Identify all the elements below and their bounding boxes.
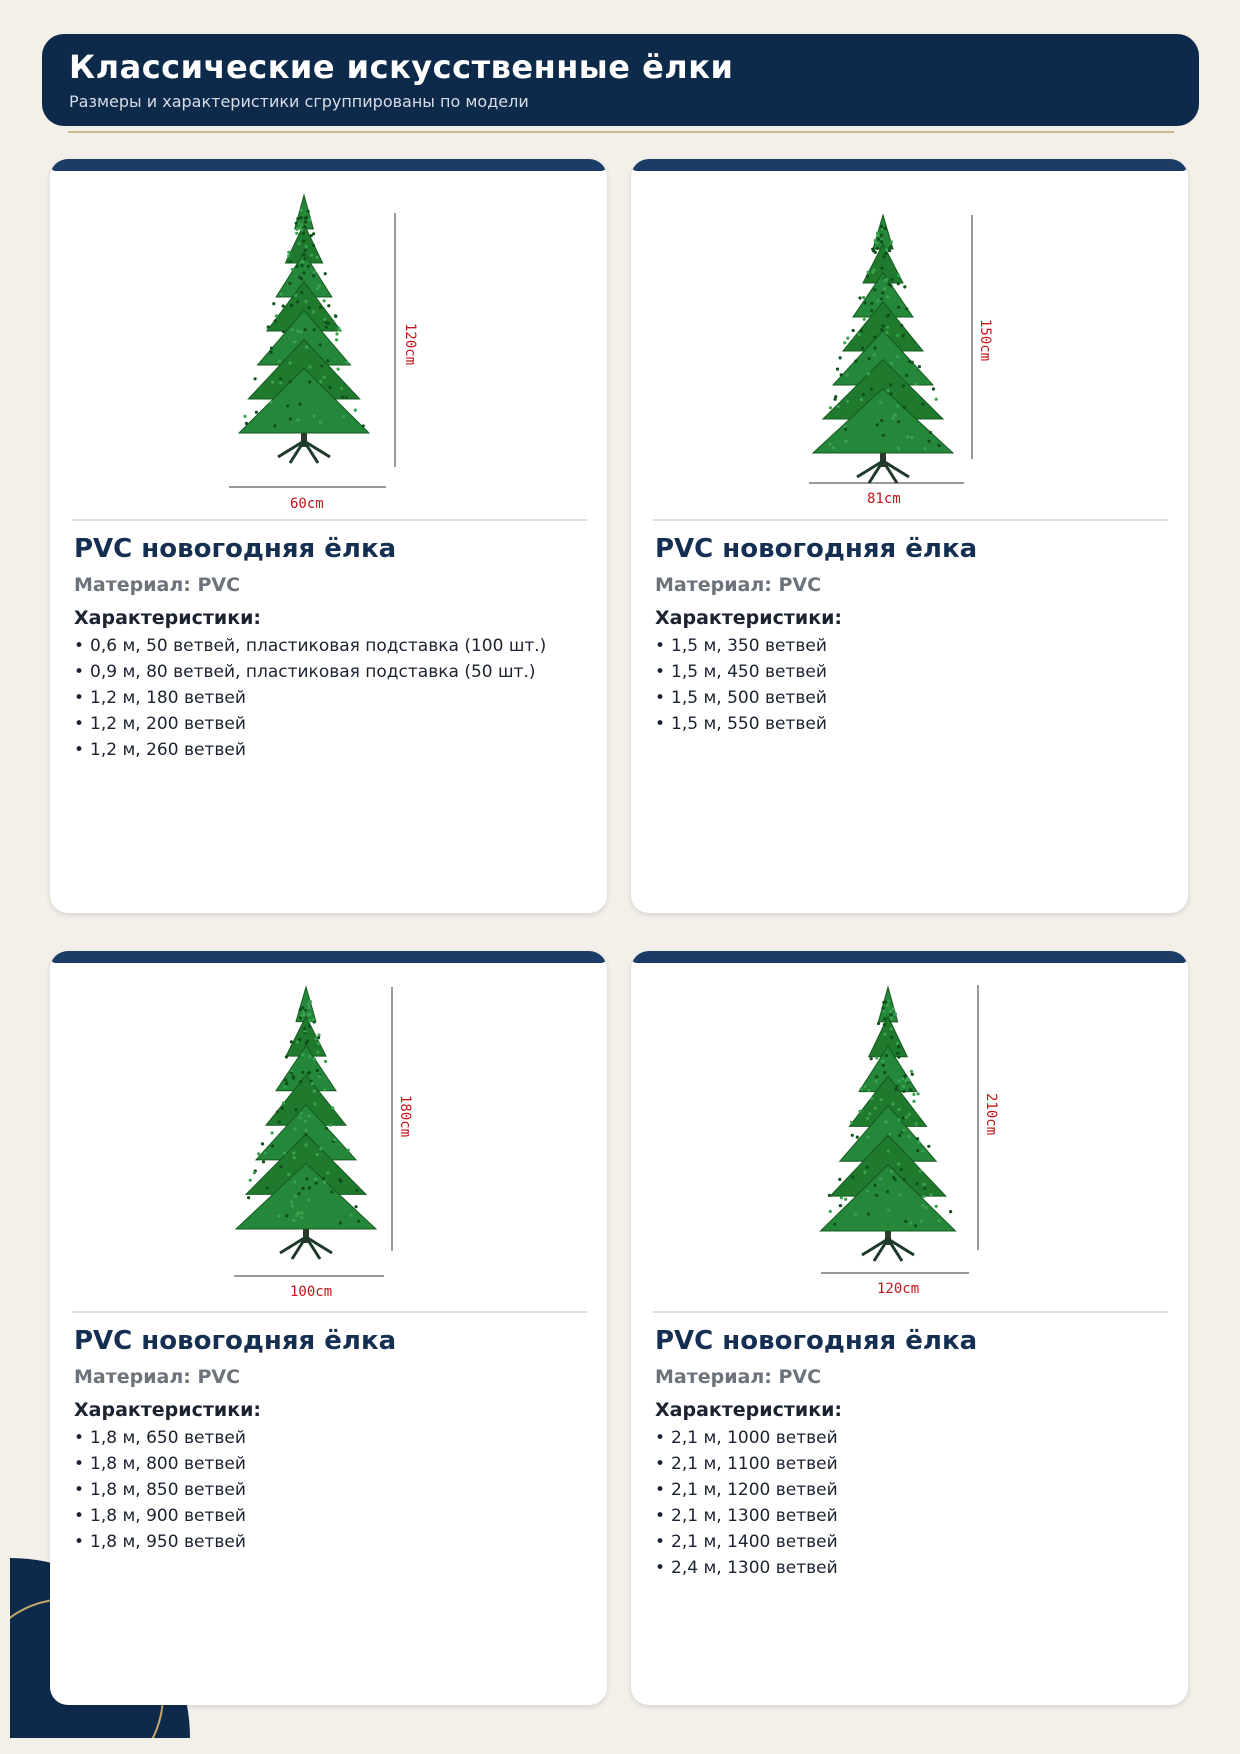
specs-heading: Характеристики: [74,607,261,629]
card-top-bar [50,951,607,963]
tree-image [50,173,607,533]
page-header [42,34,1199,126]
card-divider [72,1311,587,1313]
card-title: PVC новогодняя ёлка [74,1326,397,1356]
product-card [50,159,607,913]
list-item: • 1,5 м, 450 ветвей [655,662,827,682]
list-item: • 2,1 м, 1400 ветвей [655,1532,838,1552]
card-title: PVC новогодняя ёлка [74,534,397,564]
card-material: Материал: PVC [74,574,241,596]
height-dimension-label: 210cm [983,1093,999,1136]
product-card [50,951,607,1705]
card-top-bar [631,159,1188,171]
height-dimension-label: 180cm [397,1095,413,1138]
christmas-tree-icon [236,987,376,1259]
product-card [631,159,1188,913]
specs-list [74,633,546,763]
card-material: Материал: PVC [74,1366,241,1388]
page-subtitle: Размеры и характеристики сгруппированы по модели [69,92,529,111]
width-dimension-label: 81cm [867,491,901,507]
page-title: Классические искусственные ёлки [69,48,734,86]
card-title: PVC новогодняя ёлка [655,534,978,564]
christmas-tree-icon [239,195,369,463]
card-top-bar [631,951,1188,963]
specs-heading: Характеристики: [74,1399,261,1421]
list-item: • 0,9 м, 80 ветвей, пластиковая подставка (50 шт.) [74,662,536,682]
card-divider [653,1311,1168,1313]
list-item: • 2,1 м, 1300 ветвей [655,1506,838,1526]
list-item: • 2,1 м, 1000 ветвей [655,1428,838,1448]
card-divider [72,519,587,521]
list-item: • 1,8 м, 950 ветвей [74,1532,246,1552]
list-item: • 1,5 м, 350 ветвей [655,636,827,656]
list-item: • 1,5 м, 550 ветвей [655,714,827,734]
width-dimension-label: 60cm [290,496,324,512]
tree-image [50,965,607,1325]
christmas-tree-icon [821,987,956,1261]
card-divider [653,519,1168,521]
width-dimension-label: 100cm [290,1284,333,1300]
list-item: • 1,8 м, 850 ветвей [74,1480,246,1500]
list-item: • 1,8 м, 650 ветвей [74,1428,246,1448]
specs-heading: Характеристики: [655,1399,842,1421]
width-dimension-label: 120cm [877,1281,920,1297]
list-item: • 1,2 м, 200 ветвей [74,714,246,734]
christmas-tree-icon [813,215,953,483]
list-item: • 1,2 м, 180 ветвей [74,688,246,708]
list-item: • 2,4 м, 1300 ветвей [655,1558,838,1578]
list-item: • 1,2 м, 260 ветвей [74,740,246,760]
card-title: PVC новогодняя ёлка [655,1326,978,1356]
list-item: • 1,8 м, 900 ветвей [74,1506,246,1526]
height-dimension-label: 120cm [402,323,418,366]
header-divider [68,131,1174,133]
tree-image [631,965,1188,1325]
specs-list [655,1425,838,1581]
card-material: Материал: PVC [655,574,822,596]
list-item: • 1,5 м, 500 ветвей [655,688,827,708]
specs-list [655,633,827,737]
list-item: • 1,8 м, 800 ветвей [74,1454,246,1474]
product-card [631,951,1188,1705]
specs-list [74,1425,246,1555]
specs-heading: Характеристики: [655,607,842,629]
card-material: Материал: PVC [655,1366,822,1388]
height-dimension-label: 150cm [977,319,993,362]
card-top-bar [50,159,607,171]
list-item: • 2,1 м, 1100 ветвей [655,1454,838,1474]
list-item: • 0,6 м, 50 ветвей, пластиковая подставка (100 шт.) [74,636,547,656]
tree-image [631,173,1188,533]
list-item: • 2,1 м, 1200 ветвей [655,1480,838,1500]
